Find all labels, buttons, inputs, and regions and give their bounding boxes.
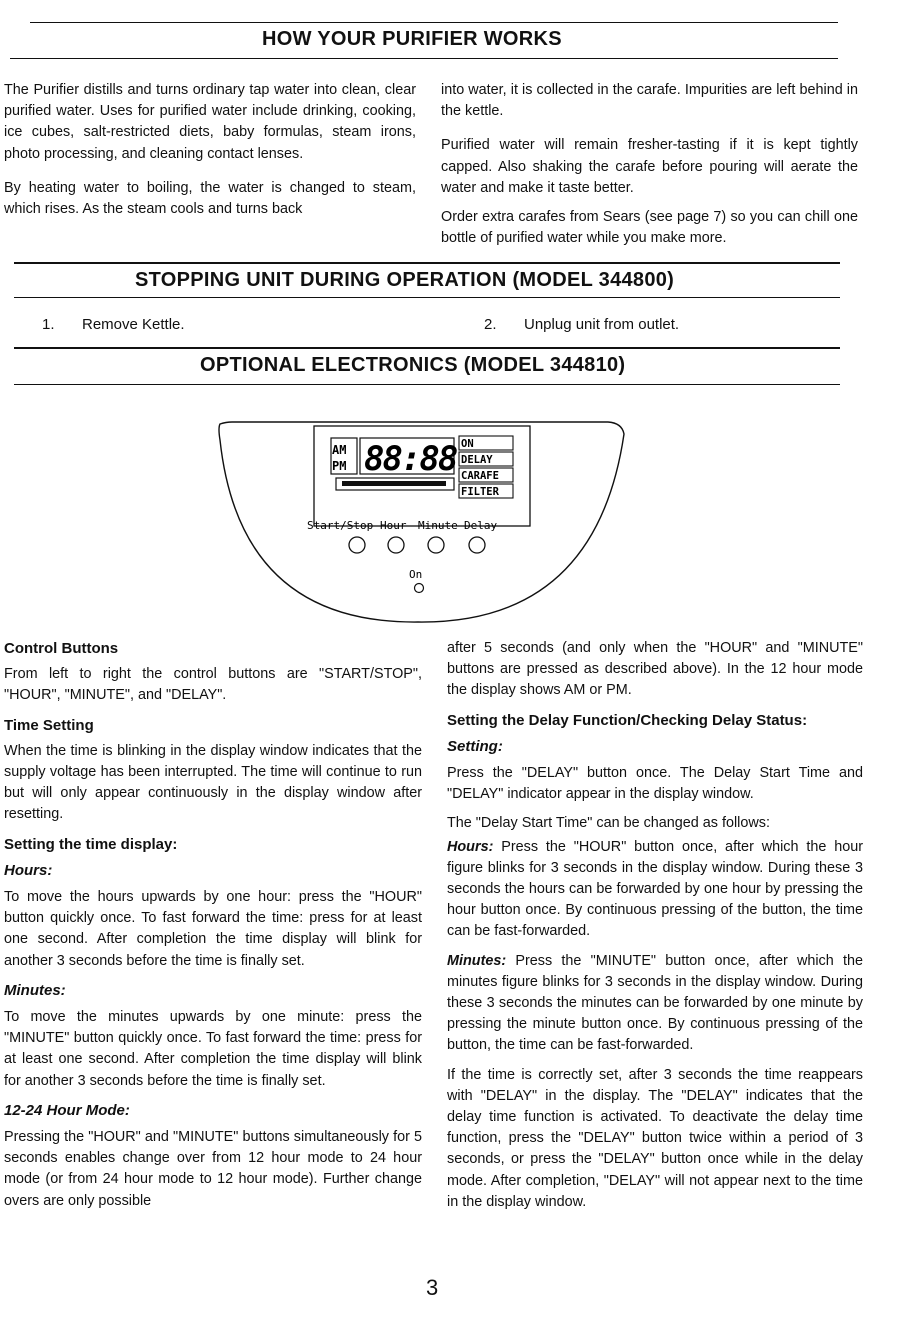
step-remove-kettle (42, 316, 185, 333)
paragraph: To move the minutes upwards by one minute: press the "MINUTE" button quickly once. To fast forward the time: press for at least one second. After completion the time display will blink for another 3 seconds before the time is finally set. (4, 1009, 422, 1089)
button-label-hour: Hour (380, 519, 407, 532)
rule-section2-top (14, 262, 840, 264)
on-light-label: On (409, 568, 423, 581)
paragraph: Purified water will remain fresher-tasting if it is kept tightly capped. Also shaking the carafe before pouring will aerate the water and make it taste better. (441, 137, 858, 196)
heading-delay-function: Setting the Delay Function/Checking Delay Status: (447, 711, 808, 729)
lcd-digits: 88:88 (364, 439, 457, 479)
paragraph: into water, it is collected in the carafe. Impurities are left behind in the kettle. (441, 82, 858, 120)
section-title-stopping-unit: STOPPING UNIT DURING OPERATION (MODEL 344800) (135, 269, 675, 291)
step-unplug-unit (484, 316, 679, 333)
on-indicator-light (415, 584, 424, 593)
paragraph-delay-minutes (447, 951, 863, 1057)
indicator-carafe: CARAFE (461, 470, 499, 482)
paragraph: Order extra carafes from Sears (see page 7) so you can chill one bottle of purified water while you make more. (441, 209, 858, 247)
section-title-optional-electronics: OPTIONAL ELECTRONICS (MODEL 344810) (200, 354, 626, 376)
indicator-on: ON (461, 438, 474, 450)
step-text: Remove Kettle. (82, 316, 185, 333)
paragraph: When the time is blinking in the display window indicates that the supply voltage has been interrupted. The time will continue to run but will only appear continuously in the display window after resetting. (4, 742, 422, 823)
page-number: 3 (426, 1275, 439, 1300)
left-column (4, 638, 422, 1220)
paragraph: after 5 seconds (and only when the "HOUR" and "MINUTE" buttons are pressed as described above). In the 12 hour mode the display shows AM or PM. (447, 640, 863, 699)
pm-label: PM (332, 459, 347, 473)
paragraph: From left to right the control buttons are "START/STOP", "HOUR", "MINUTE", and "DELAY". (4, 666, 422, 704)
rule-section3-under-title (14, 384, 840, 385)
paragraph: Press the "DELAY" button once. The Delay Start Time and "DELAY" indicator appear in the display window. (447, 765, 863, 803)
text: Press the "HOUR" button once, after which the hour figure blinks for 3 seconds in the display window. During these 3 seconds the hours can be forwarded by one hour by pressing the hour button once. By continuous pressing of the button, the time can be fast-forwarded. (447, 838, 863, 940)
rule-section3-top (14, 347, 840, 349)
start-stop-button[interactable] (349, 537, 365, 553)
heading-setting-time-display: Setting the time display: (4, 835, 178, 853)
heading-control-buttons: Control Buttons (4, 640, 119, 657)
heading-time-setting: Time Setting (4, 716, 94, 734)
heading-setting: Setting: (447, 737, 503, 755)
control-panel-illustration (210, 410, 630, 632)
button-label-delay: Delay (464, 519, 498, 532)
indicator-delay: DELAY (461, 454, 493, 466)
paragraph: If the time is correctly set, after 3 seconds the time reappears with "DELAY" in the display. The "DELAY" indicates that the delay time function is activated. To deactivate the delay time function, press the "DELAY" button twice within a period of 3 seconds, or press the "DELAY" button once while in the delay mode. After completion, "DELAY" will not appear next to the time in the display window. (447, 1066, 863, 1210)
paragraph: The Purifier distills and turns ordinary tap water into clean, clear purified water. Uses for purified water include drinking, cooking, ice cubes, salt-restricted diets, baby formulas, steam irons, photo processing, and cleaning contact lenses. (4, 82, 416, 162)
delay-button[interactable] (469, 537, 485, 553)
section-title-how-purifier-works: HOW YOUR PURIFIER WORKS (262, 28, 562, 50)
heading-hours: Hours: (4, 861, 53, 879)
paragraph: To move the hours upwards by one hour: press the "HOUR" button quickly once. To fast forward the time: press for at least one second. After completion the time display will blink for another 3 seconds before the time is finally set. (4, 889, 422, 969)
label-minutes: Minutes: (447, 952, 507, 969)
paragraph: The "Delay Start Time" can be changed as follows: (447, 815, 770, 832)
rule-section2-under-title (14, 297, 840, 298)
top-rule (30, 22, 838, 23)
button-label-start-stop: Start/Stop (307, 519, 374, 532)
heading-minutes: Minutes: (4, 981, 66, 999)
section1-left-column (4, 80, 416, 228)
step-text: Unplug unit from outlet. (524, 316, 680, 333)
paragraph: Pressing the "HOUR" and "MINUTE" buttons simultaneously for 5 seconds enables change over from 12 hour mode to 24 hour mode (or from 24 hour mode to 12 hour mode). Further change overs are only possible (4, 1129, 422, 1209)
step-number: 2. (484, 316, 497, 333)
paragraph-delay-hours (447, 837, 863, 943)
paragraph: By heating water to boiling, the water is changed to steam, which rises. As the steam cools and turns back (4, 179, 416, 218)
indicator-filter: FILTER (461, 486, 499, 498)
text: Press the "MINUTE" button once, after which the minutes figure blinks for 3 seconds in the display window. During these 3 seconds the minutes can be forwarded by one minute by pressing the minute button once. By continuous pressing of the button, the time can be fast-forwarded. (447, 952, 863, 1054)
button-label-minute: Minute (418, 519, 458, 532)
heading-12-24-hour-mode: 12-24 Hour Mode: (4, 1101, 130, 1119)
right-column (447, 638, 863, 1221)
step-number: 1. (42, 316, 55, 333)
section1-right-column (441, 80, 858, 257)
rule-below-title (10, 58, 838, 59)
label-hours: Hours: (447, 838, 494, 855)
hour-button[interactable] (388, 537, 404, 553)
am-label: AM (332, 443, 347, 457)
minute-button[interactable] (428, 537, 444, 553)
